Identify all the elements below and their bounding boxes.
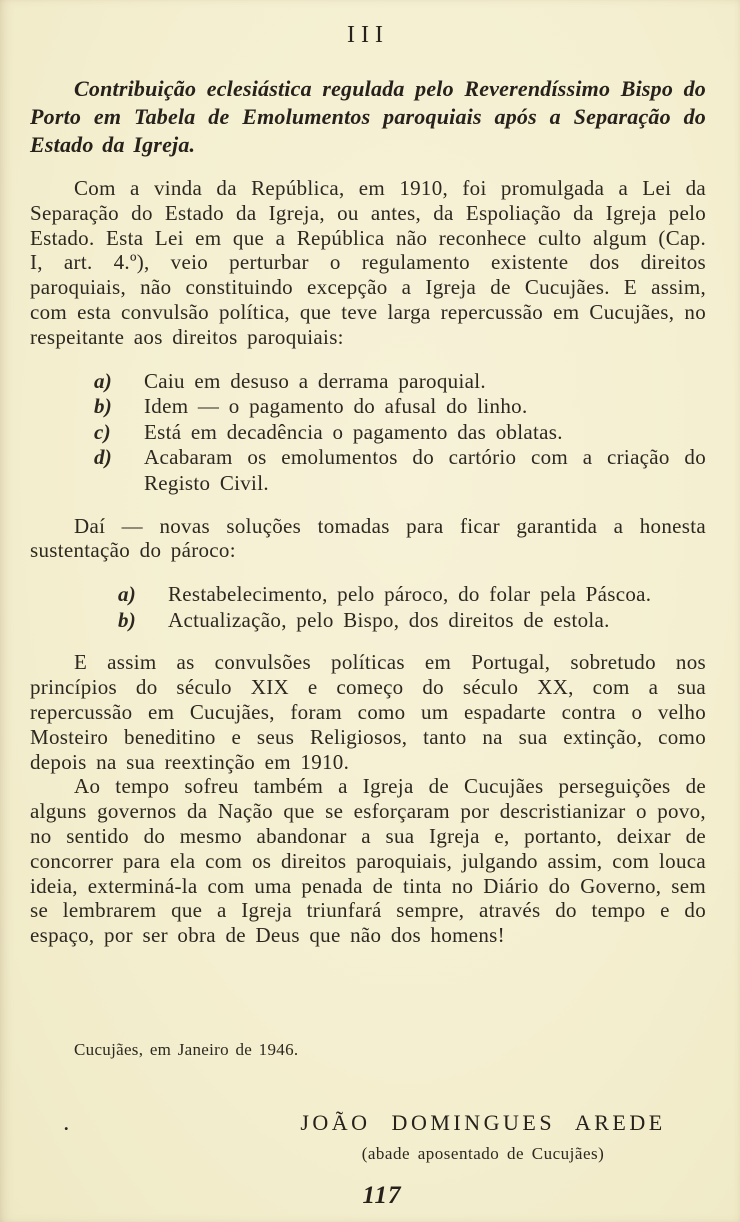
list-item	[30, 582, 706, 608]
list-item-label: b)	[94, 394, 113, 419]
signature-title: (abade aposentado de Cucujães)	[361, 1144, 605, 1163]
section-heading: Contribuição eclesiástica regulada pelo Reverendíssimo Bispo do Porto em Tabela de Emolumentos paroquiais após a Separação do Estado da Igreja.	[30, 76, 706, 157]
paragraph-republica: Com a vinda da República, em 1910, foi promulgada a Lei da Separação do Estado da Igreja, ou antes, da Espoliação da Igreja pelo Estado. Esta Lei em que a República não reconhece culto algum (Cap. I, art. 4.º), veio perturbar o regulamento existente dos direitos paroquiais, não constituindo excepção a Igreja de Cucujães. E assim, com esta convulsão política, que teve larga repercussão em Cucujães, no respeitante aos direitos paroquiais:	[30, 176, 706, 349]
page-number: 117	[362, 1182, 402, 1209]
list-item-text: Idem — o pagamento do afusal do linho.	[144, 394, 528, 419]
dateline: Cucujães, em Janeiro de 1946.	[74, 1040, 299, 1059]
list-solutions	[30, 582, 706, 633]
list-item	[30, 420, 706, 446]
list-item-label: a)	[118, 582, 137, 607]
list-consequences	[30, 369, 706, 497]
chapter-numeral: III	[347, 22, 389, 48]
paragraph-dai: Daí — novas soluções tomadas para ficar garantida a honesta sustentação do pároco:	[30, 513, 706, 563]
stray-print-dot: .	[64, 1114, 69, 1134]
list-item-text: Actualização, pelo Bispo, dos direitos de estola.	[168, 607, 610, 632]
list-item-label: b)	[118, 607, 137, 632]
list-item-label: d)	[94, 445, 113, 470]
list-item	[30, 608, 706, 634]
paragraph-perseguicoes: Ao tempo sofreu também a Igreja de Cucujães perseguições de alguns governos da Nação que se esforçaram por descristianizar o povo, no sentido do mesmo abandonar a sua Igreja e, portanto, deixar de concorrer para ela com os direitos paroquiais, julgando assim, com louca ideia, exterminá-la com uma penada de tinta no Diário do Governo, sem se lembrarem que a Igreja triunfará sempre, através do tempo e do espaço, por ser obra de Deus que não dos homens!	[30, 774, 706, 948]
list-item-text: Está em decadência o pagamento das oblatas.	[144, 419, 563, 444]
list-item-text: Acabaram os emolumentos do cartório com a criação do Registo Civil.	[144, 445, 706, 495]
list-item	[30, 445, 706, 496]
list-item-label: c)	[94, 419, 111, 444]
list-item	[30, 369, 706, 395]
paragraph-convulsoes: E assim as convulsões políticas em Portugal, sobretudo nos princípios do século XIX e começo do século XX, com a sua repercussão em Cucujães, foram como um espadarte contra o velho Mosteiro beneditino e seus Religiosos, tanto na sua extinção, como depois na sua reextinção em 1910.	[30, 650, 706, 774]
signature-name: JOÃO DOMINGUES AREDE	[300, 1110, 666, 1135]
list-item-text: Restabelecimento, pelo pároco, do folar pela Páscoa.	[168, 582, 652, 607]
list-item	[30, 394, 706, 420]
signature-block	[258, 1110, 708, 1164]
list-item-label: a)	[94, 368, 113, 393]
list-item-text: Caiu em desuso a derrama paroquial.	[144, 368, 486, 393]
